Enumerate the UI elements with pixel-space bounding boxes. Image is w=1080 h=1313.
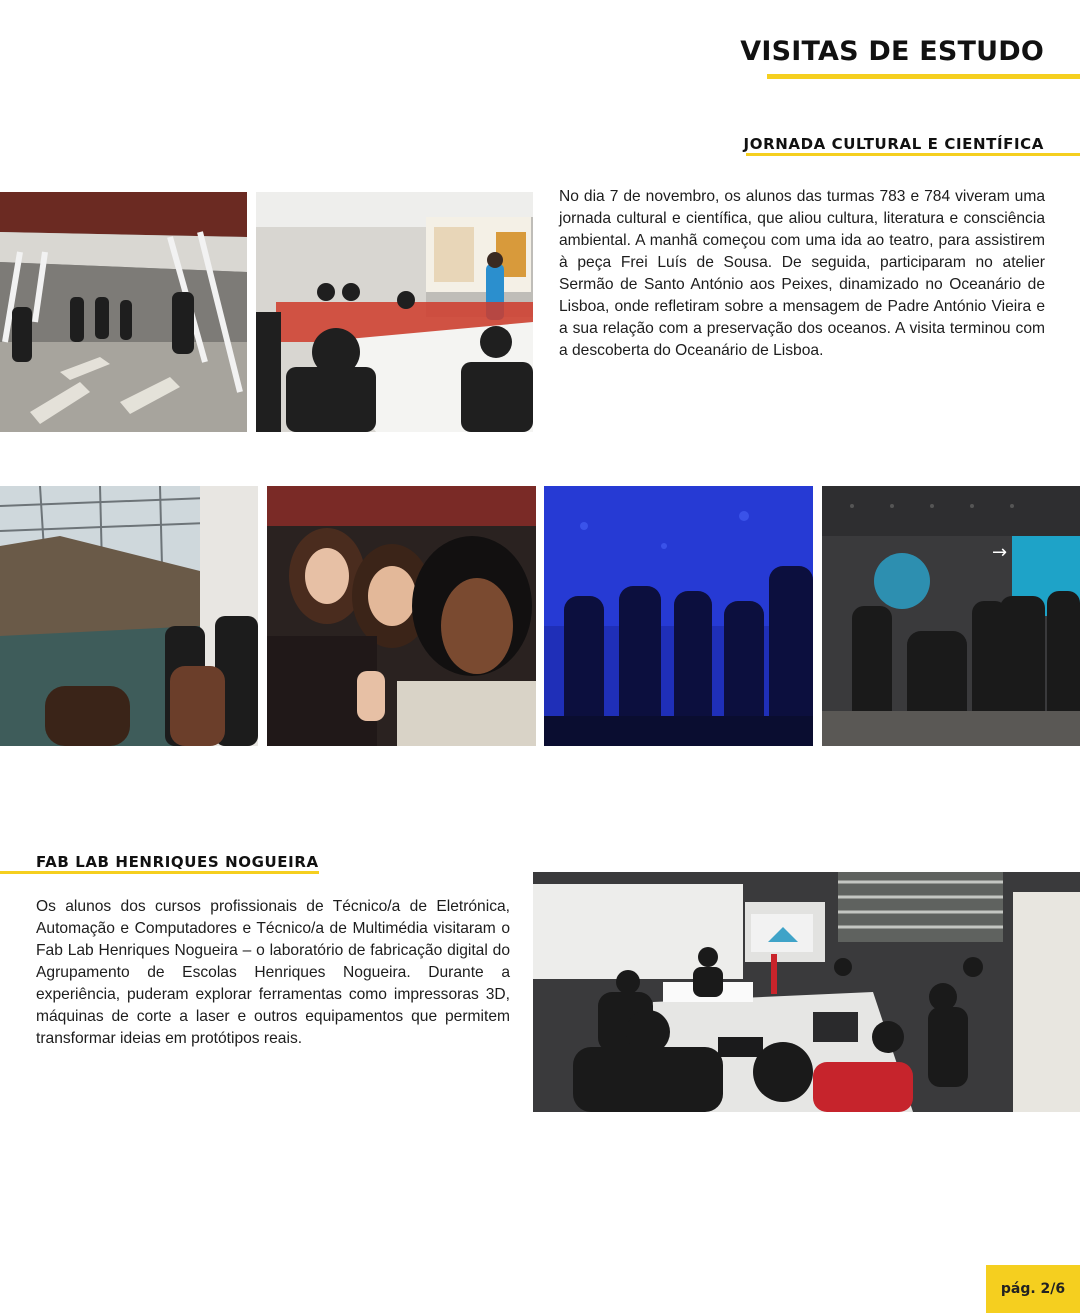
section-heading-fablab: FAB LAB HENRIQUES NOGUEIRA	[36, 853, 319, 871]
paragraph-jornada: No dia 7 de novembro, os alunos das turmas 783 e 784 viveram uma jornada cultural e científica, que aliou cultura, literatura e consciência ambiental. A manhã começou com uma ida ao teatro, para assistirem à peça Frei Luís de Sousa. De seguida, participaram no atelier Sermão de Santo António aos Peixes, dinamizado no Oceanário de Lisboa, onde refletiram sobre a mensagem de Padre António Vieira e a sua relação com a preservação dos oceanos. A visita terminou com a descoberta do Oceanário de Lisboa.	[559, 188, 1045, 359]
photo-blue-aquarium	[544, 486, 813, 746]
page-title: VISITAS DE ESTUDO	[740, 36, 1044, 67]
section-underline-fablab	[0, 871, 319, 874]
title-underline	[767, 74, 1080, 79]
section-heading-jornada: JORNADA CULTURAL E CIENTÍFICA	[743, 135, 1044, 153]
photo-fablab-lab	[533, 872, 1080, 1112]
photo-oceanarium-tank	[0, 486, 258, 746]
photo-walkway-bridge	[0, 192, 247, 432]
page-number-badge	[986, 1265, 1080, 1313]
photo-oceanarium-entrance	[822, 486, 1080, 746]
section-underline-jornada	[746, 153, 1080, 156]
paragraph-fablab: Os alunos dos cursos profissionais de Técnico/a de Eletrónica, Automação e Computadores e Técnico/a de Multimédia visitaram o Fab Lab Henriques Nogueira – o laboratório de fabricação digital do Agrupamento de Escolas Henriques Nogueira. Durante a experiência, puderam explorar ferramentas como impressoras 3D, máquinas de corte a laser e outros equipamentos que permitem transformar ideias em protótipos reais.	[36, 898, 510, 1047]
svg-text:→: →	[992, 542, 1008, 563]
page-number-label: pág. 2/6	[1000, 1281, 1066, 1297]
photo-atelier-classroom	[256, 192, 533, 432]
photo-students-selfie	[267, 486, 536, 746]
